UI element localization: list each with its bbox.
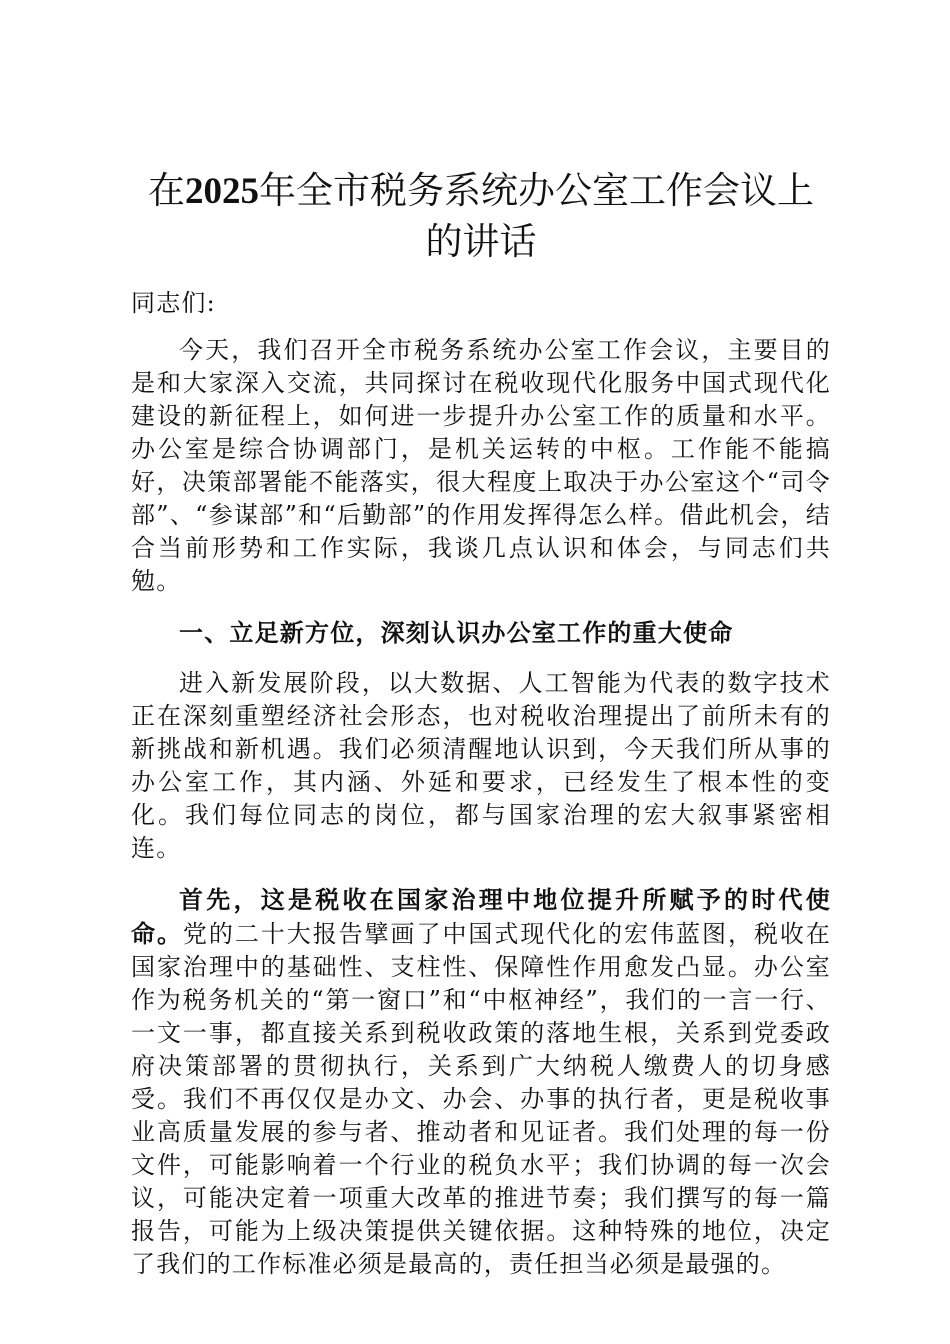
title-suffix: 年全市税务系统办公室工作会议上的讲话: [259, 169, 814, 263]
document-page: [131, 166, 831, 1281]
point-1-lead: 首先，这是税收在国家治理中地位提升所赋予的时代使命。: [131, 885, 831, 948]
title-year: 2025: [185, 171, 259, 212]
greeting: 同志们:: [131, 289, 216, 317]
title-prefix: 在: [148, 169, 185, 212]
point-1-body: 党的二十大报告擘画了中国式现代化的宏伟蓝图，税收在国家治理中的基础性、支柱性、保障性作用愈发凸显。办公室作为税务机关的“第一窗口”和“中枢神经”，我们的一言一行、一文一事，都直接关系到税收政策的落地生根，关系到党委政府决策部署的贯彻执行，关系到广大纳税人缴费人的切身感受。我们不再仅仅是办文、办会、办事的执行者，更是税收事业高质量发展的参与者、推动者和见证者。我们处理的每一份文件，可能影响着一个行业的税负水平；我们协调的每一次会议，可能决定着一项重大改革的推进节奏；我们撰写的每一篇报告，可能为上级决策提供关键依据。这种特殊的地位，决定了我们的工作标准必须是最高的，责任担当必须是最强的。: [131, 920, 832, 1278]
point-1-paragraph: [131, 883, 831, 1281]
document-title: [131, 166, 831, 267]
section-1-paragraph: 进入新发展阶段，以大数据、人工智能为代表的数字技术正在深刻重塑经济社会形态，也对税收治理提出了前所未有的新挑战和新机遇。我们必须清醒地认识到，今天我们所从事的办公室工作，其内涵、外延和要求，已经发生了根本性的变化。我们每位同志的岗位，都与国家治理的宏大叙事紧密相连。: [131, 669, 831, 862]
section-heading-1: 一、立足新方位，深刻认识办公室工作的重大使命: [179, 618, 734, 647]
intro-paragraph: 今天，我们召开全市税务系统办公室工作会议，主要目的是和大家深入交流，共同探讨在税收现代化服务中国式现代化建设的新征程上，如何进一步提升办公室工作的质量和水平。办公室是综合协调部门，是机关运转的中枢。工作能不能搞好，决策部署能不能落实，很大程度上取决于办公室这个“司令部”、“参谋部”和“后勤部”的作用发挥得怎么样。借此机会，结合当前形势和工作实际，我谈几点认识和体会，与同志们共勉。: [131, 336, 831, 595]
